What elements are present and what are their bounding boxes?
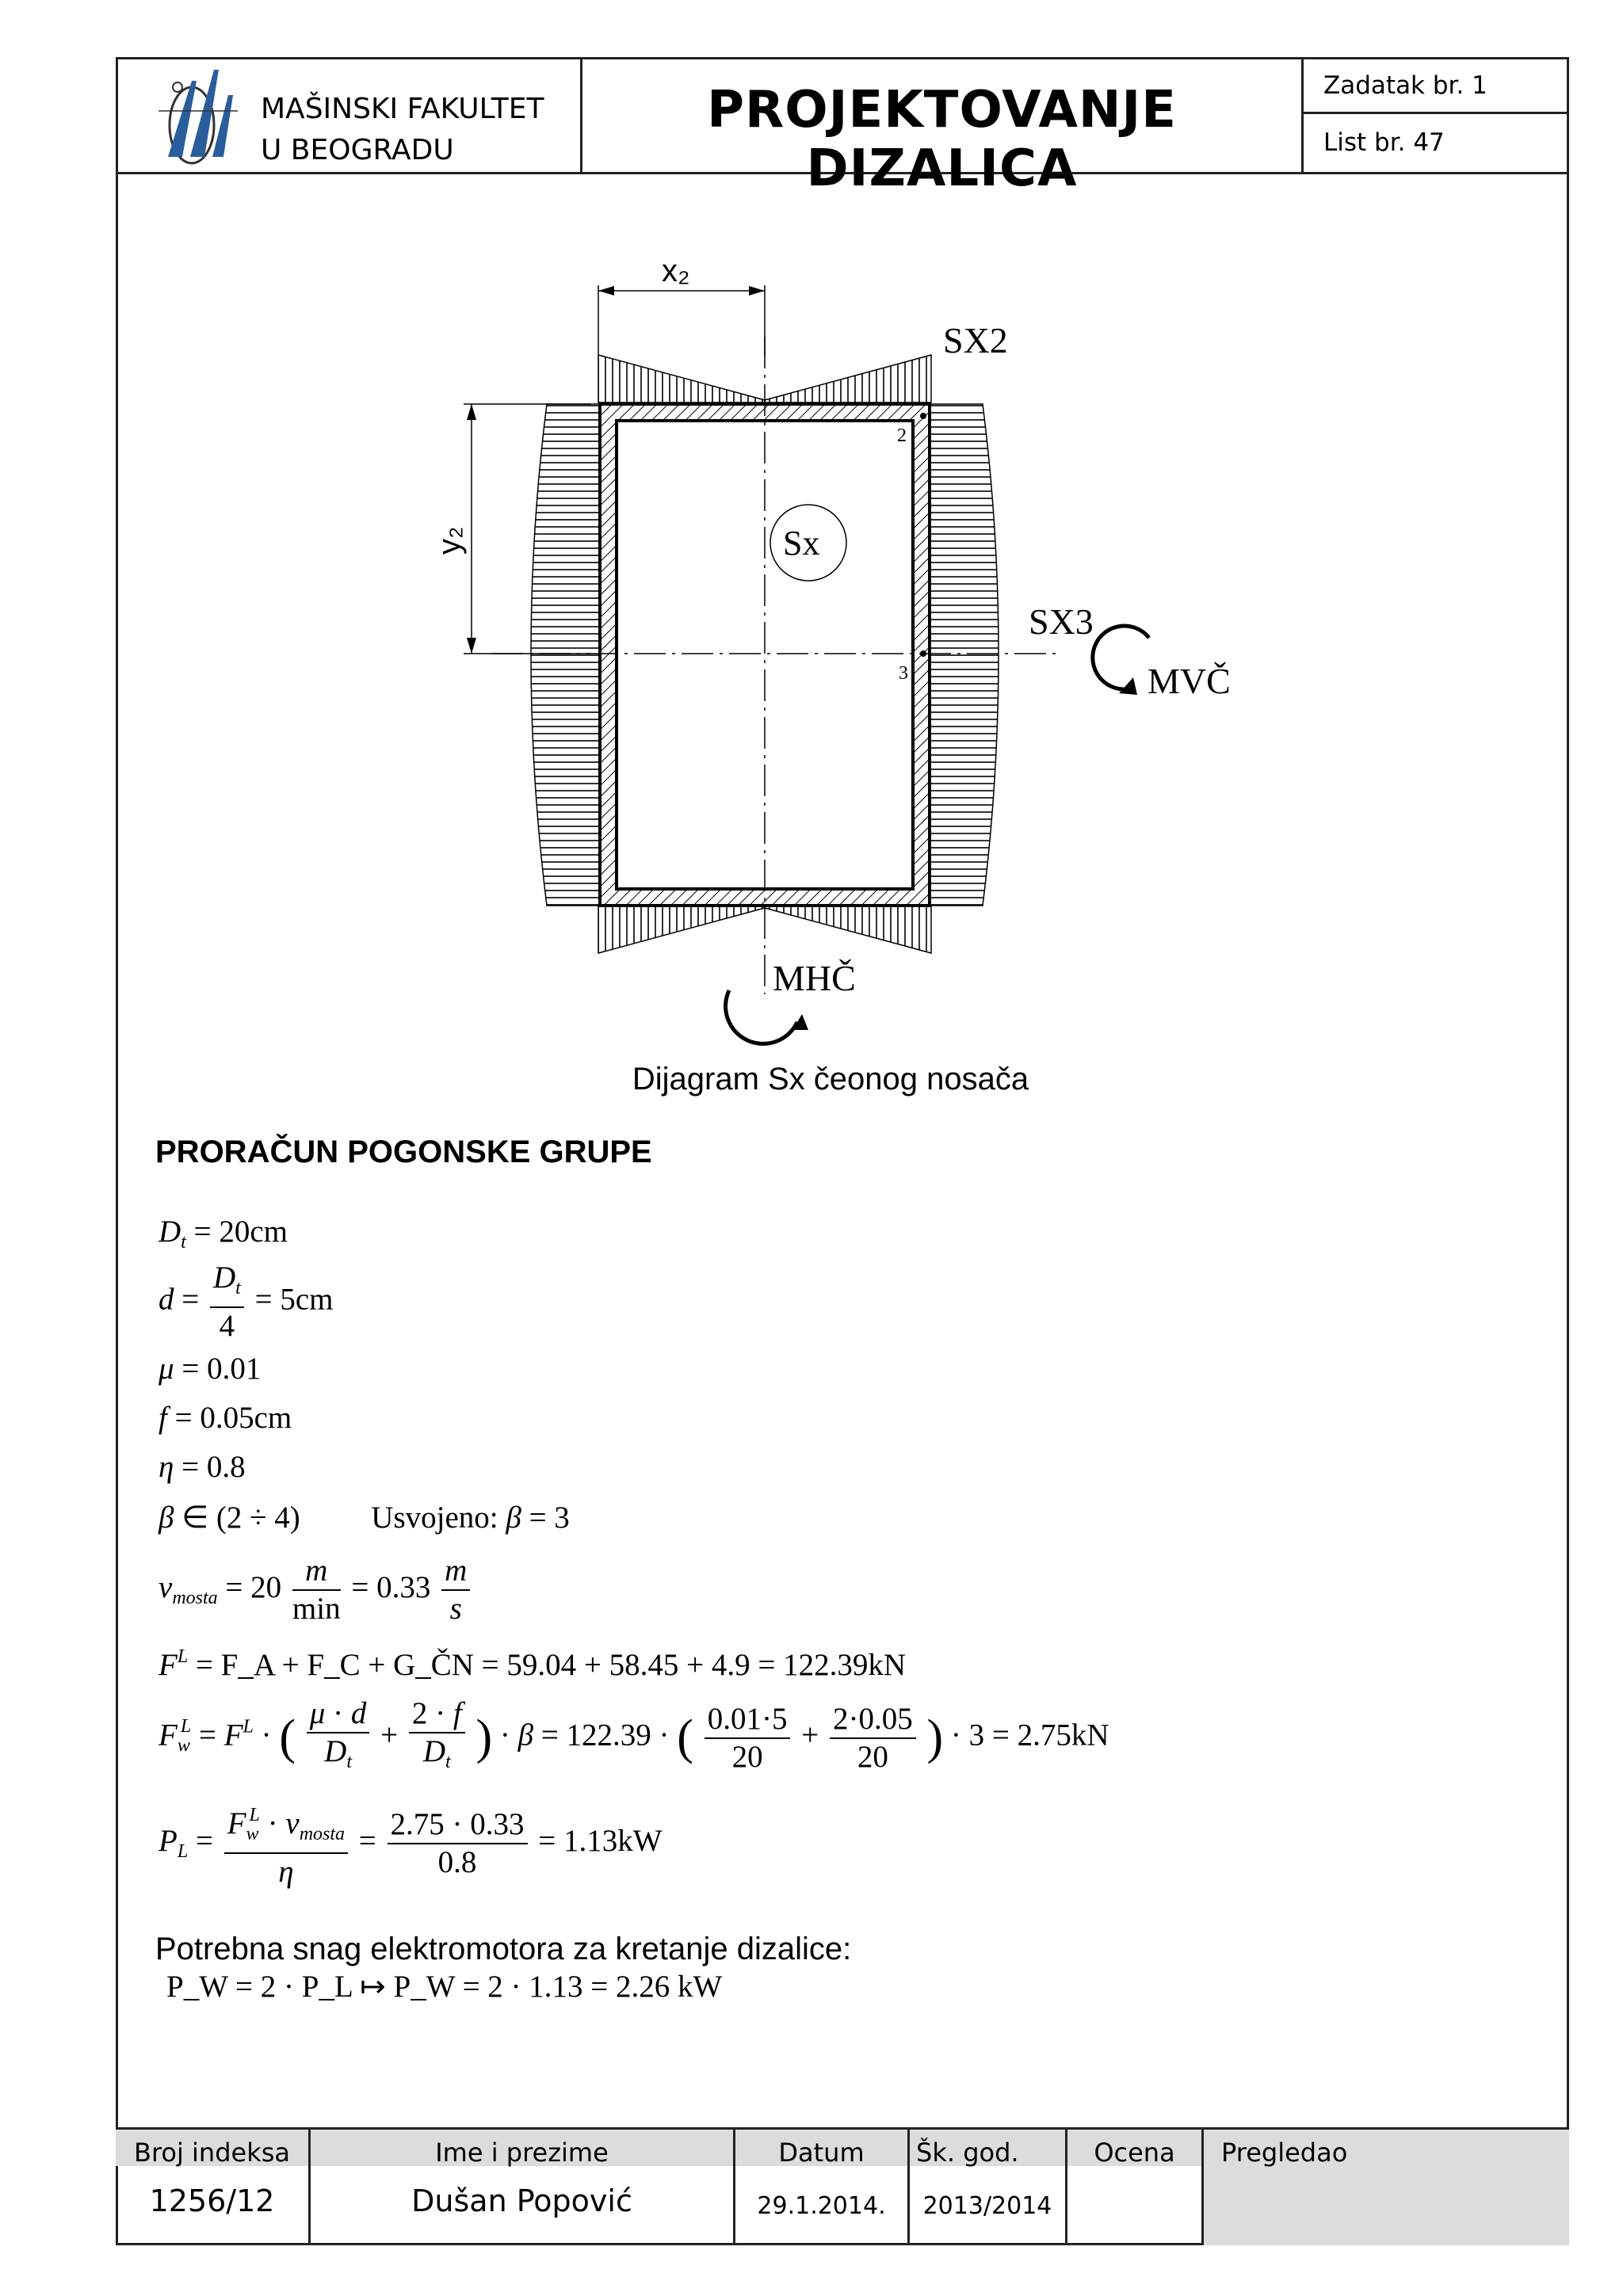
label-x2: x₂ <box>662 254 690 288</box>
eq-d: d = $\frac{D_t}{4}$ = 5cm <box>158 1261 334 1343</box>
logo-cell <box>116 57 582 172</box>
eq-fl: $F^L$ = F_A + F_C + G_ČN = 59.04 + 58.45 + 4.9 = 122.39kN <box>158 1646 907 1682</box>
left-stress-fill <box>531 404 599 906</box>
footer-date: Datum 29.1.2014. <box>733 2130 907 2245</box>
label-mvc: MVČ <box>1148 661 1231 701</box>
eq-pl: $P_L$ = $\frac{F_w^L \cdot v_{mosta}}{\eta}$ = $\frac{2.75 \cdot 0.33}{0.8}$ = 1.13kW <box>158 1797 663 1890</box>
eq-f: f = 0.05cm <box>158 1401 292 1435</box>
section-title: PRORAČUN POGONSKE GRUPE <box>155 1135 652 1169</box>
motor-power-note: Potrebna snag elektromotora za kretanje dizalice: <box>155 1932 852 1966</box>
eq-fw: $F_w^L = F^L$ · ( $\frac{\mu \cdot d}{D_t}$ + $\frac{2 \cdot f}{D_t}$ ) · β = 122.39 · ( $\frac{0.01\cdot 5}{20}$ + $\frac{2\cdot 0.05}{20}$ ) · 3 = 2.75kN <box>158 1696 1109 1774</box>
point-3: 3 <box>899 663 908 684</box>
eq-eta: η = 0.8 <box>158 1450 246 1484</box>
bottom-stress-fill <box>598 906 765 953</box>
sx-diagram <box>412 234 1252 1113</box>
label-y2: y₂ <box>432 526 467 555</box>
sheet-number: List br. 47 <box>1323 128 1445 157</box>
document-title: PROJEKTOVANJE DIZALICA <box>707 81 1177 198</box>
footer-index: Broj indeksa 1256/12 <box>116 2130 308 2245</box>
dimension-x2 <box>598 254 765 357</box>
footer-block <box>116 2130 1569 2245</box>
faculty-name <box>261 89 544 171</box>
right-stress-fill <box>930 404 999 906</box>
task-number: Zadatak br. 1 <box>1304 57 1569 114</box>
footer-name: Ime i prezime Dušan Popović <box>308 2130 733 2245</box>
footer-year: Šk. god. 2013/2014 <box>907 2130 1065 2245</box>
eq-beta: β ∈ (2 ÷ 4) Usvojeno: β = 3 <box>158 1501 570 1535</box>
meta-cell <box>1304 57 1569 172</box>
eq-final: P_W = 2 · P_L ↦ P_W = 2 · 1.13 = 2.26 kW <box>166 1970 723 2004</box>
moment-mhc-arrow <box>726 990 797 1043</box>
moment-mvc-arrow <box>1093 626 1149 689</box>
faculty-line-1: MAŠINSKI FAKULTET <box>261 93 544 125</box>
point-2: 2 <box>897 425 907 446</box>
diagram-caption: Dijagram Sx čeonog nosača <box>632 1062 1029 1097</box>
top-stress-fill <box>598 355 765 402</box>
faculty-line-2: U BEOGRADU <box>261 134 454 166</box>
eq-v: $v_{mosta} = 20$ $\frac{m}{\min}$ = 0.33 $\frac{m}{s}$ <box>158 1553 473 1627</box>
eq-mu: μ = 0.01 <box>158 1352 262 1386</box>
eq-dt: $D_t = 20cm$ <box>158 1215 288 1253</box>
label-mhc: MHČ <box>773 958 856 998</box>
label-sx: Sx <box>783 524 820 563</box>
title-block <box>116 57 1569 198</box>
faculty-logo-icon <box>151 63 246 166</box>
title-cell <box>582 57 1304 198</box>
label-sx3: SX3 <box>1029 601 1094 642</box>
footer-grade: Ocena <box>1065 2130 1201 2245</box>
label-sx2: SX2 <box>943 320 1008 360</box>
footer-reviewed: Pregledao <box>1201 2130 1569 2245</box>
